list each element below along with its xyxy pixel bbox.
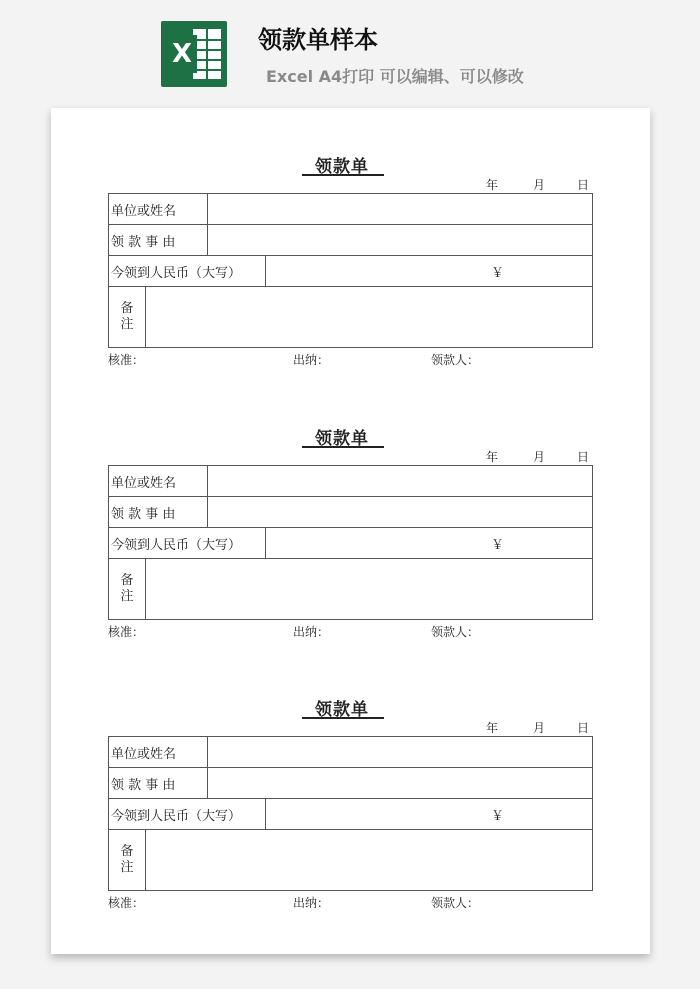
table-row-unit — [109, 466, 592, 497]
page-subtitle: Excel A4打印 可以编辑、可以修改 — [266, 67, 524, 86]
note-label-char-2: 注 — [120, 860, 134, 875]
table-row-amount — [109, 528, 592, 559]
reason-value-field[interactable] — [208, 768, 592, 798]
unit-label: 单位或姓名 — [109, 737, 208, 767]
amount-label: 今领到人民币（大写） — [109, 799, 266, 829]
spreadsheet-grid-icon — [193, 29, 221, 79]
note-label-char-2: 注 — [120, 317, 134, 332]
date-year-label: 年 — [486, 178, 499, 192]
table-row-unit — [109, 737, 592, 768]
table-row-note — [109, 559, 592, 619]
payment-form — [51, 424, 650, 654]
yen-symbol: ￥ — [491, 265, 505, 281]
table-row-reason — [109, 768, 592, 799]
excel-x-letter: X — [167, 35, 197, 73]
unit-value-field[interactable] — [208, 466, 592, 496]
form-table — [108, 193, 593, 348]
note-value-field[interactable] — [146, 559, 592, 619]
payment-form — [51, 695, 650, 925]
form-title-underline — [302, 717, 384, 719]
reason-label: 领 款 事 由 — [109, 225, 208, 255]
receiver-signature-label: 领款人： — [431, 625, 480, 639]
unit-value-field[interactable] — [208, 194, 592, 224]
amount-value-field[interactable] — [266, 256, 486, 286]
table-row-unit — [109, 194, 592, 225]
table-row-note — [109, 830, 592, 890]
form-table — [108, 736, 593, 891]
note-label-char-2: 注 — [120, 589, 134, 604]
note-label-char-1: 备 — [120, 301, 134, 316]
cashier-signature-label: 出纳： — [293, 353, 330, 367]
note-value-field[interactable] — [146, 830, 592, 890]
form-title-underline — [302, 174, 384, 176]
form-title: 领款单 — [315, 700, 369, 720]
reason-label: 领 款 事 由 — [109, 497, 208, 527]
approve-signature-label: 核准： — [108, 896, 145, 910]
table-row-reason — [109, 497, 592, 528]
payment-form — [51, 152, 650, 382]
cashier-signature-label: 出纳： — [293, 625, 330, 639]
date-month-label: 月 — [533, 178, 546, 192]
note-label — [109, 559, 146, 619]
amount-value-field[interactable] — [266, 799, 486, 829]
date-day-label: 日 — [577, 721, 590, 735]
amount-label: 今领到人民币（大写） — [109, 256, 266, 286]
table-row-amount — [109, 799, 592, 830]
table-row-note — [109, 287, 592, 347]
page-header — [0, 0, 700, 100]
form-title-underline — [302, 446, 384, 448]
reason-value-field[interactable] — [208, 497, 592, 527]
unit-label: 单位或姓名 — [109, 194, 208, 224]
date-month-label: 月 — [533, 450, 546, 464]
approve-signature-label: 核准： — [108, 353, 145, 367]
note-label — [109, 287, 146, 347]
reason-value-field[interactable] — [208, 225, 592, 255]
amount-label: 今领到人民币（大写） — [109, 528, 266, 558]
unit-value-field[interactable] — [208, 737, 592, 767]
receiver-signature-label: 领款人： — [431, 896, 480, 910]
date-month-label: 月 — [533, 721, 546, 735]
page-title: 领款单样本 — [258, 26, 378, 54]
receiver-signature-label: 领款人： — [431, 353, 480, 367]
form-title: 领款单 — [315, 157, 369, 177]
amount-value-field[interactable] — [266, 528, 486, 558]
unit-label: 单位或姓名 — [109, 466, 208, 496]
excel-logo-icon — [161, 21, 227, 87]
date-year-label: 年 — [486, 721, 499, 735]
note-label — [109, 830, 146, 890]
note-label-char-1: 备 — [120, 573, 134, 588]
date-day-label: 日 — [577, 178, 590, 192]
yen-symbol: ￥ — [491, 537, 505, 553]
date-year-label: 年 — [486, 450, 499, 464]
form-table — [108, 465, 593, 620]
table-row-reason — [109, 225, 592, 256]
document-page — [51, 108, 650, 954]
yen-symbol: ￥ — [491, 808, 505, 824]
approve-signature-label: 核准： — [108, 625, 145, 639]
reason-label: 领 款 事 由 — [109, 768, 208, 798]
note-label-char-1: 备 — [120, 844, 134, 859]
note-value-field[interactable] — [146, 287, 592, 347]
form-title: 领款单 — [315, 429, 369, 449]
cashier-signature-label: 出纳： — [293, 896, 330, 910]
date-day-label: 日 — [577, 450, 590, 464]
table-row-amount — [109, 256, 592, 287]
